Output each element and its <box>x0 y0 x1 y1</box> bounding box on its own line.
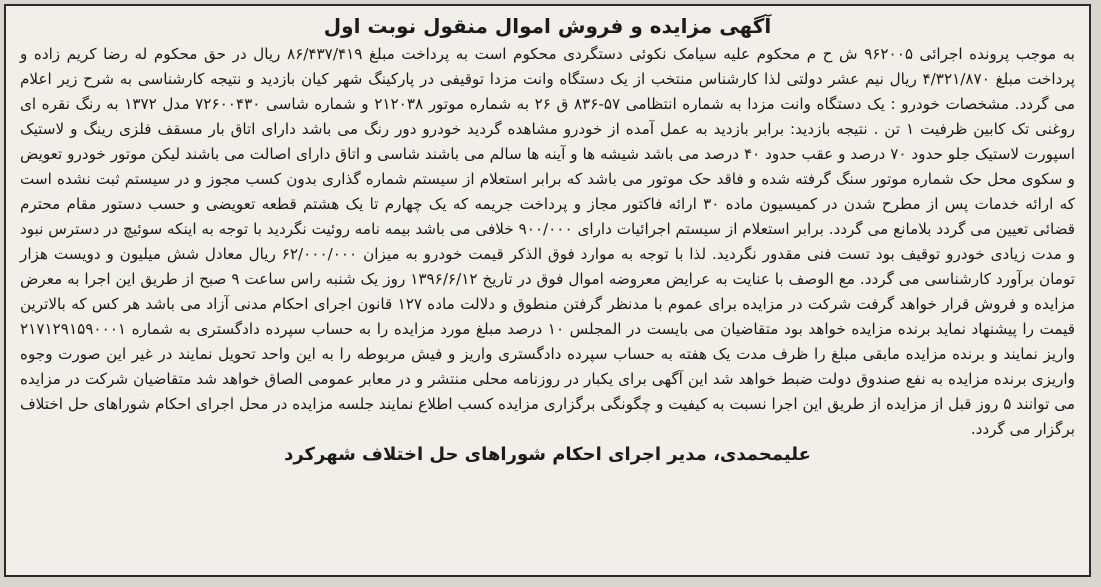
notice-signature: علیمحمدی، مدیر اجرای احکام شوراهای حل اختلاف شهرکرد <box>284 444 811 465</box>
notice-title: آگهی مزایده و فروش اموال منقول نوبت اول <box>323 14 772 38</box>
notice-clipping <box>4 4 1091 577</box>
notice-body: به موجب پرونده اجرائی ۹۶۲۰۰۵ ش ح م محکوم علیه سیامک نکوئی دستگردی محکوم است به پرداخت مبلغ ۸۶/۴۳۷/۴۱۹ ریال در حق محکوم له رضا کریم زاده و پرداخت مبلغ ۴/۳۲۱/۸۷۰ ریال نیم عشر دولتی لذا کارشناس منتخب از یک دستگاه وانت مزدا توقیفی در پارکینگ شهر کیان بازدید و نتیجه کارشناسی به شرح زیر اعلام می گردد. مشخصات خودرو : یک دستگاه وانت مزدا به شماره انتظامی ۵۷-۸۳۶ ق ۲۶ به شماره موتور ۲۱۲۰۳۸ و شماره شاسی ۷۲۶۰۰۴۳۰ مدل ۱۳۷۲ به رنگ نقره ای روغنی تک کابین ظرفیت ۱ تن . نتیجه بازدید: برابر بازدید به عمل آمده از خودرو مشاهده گردید خودرو دور رنگ می باشد دارای اتاق بار مسقف فلزی رینگ و لاستیک اسپورت لاستیک جلو حدود ۷۰ درصد و عقب حدود ۴۰ درصد می باشد شیشه ها و آینه ها سالم می باشند شاسی و اتاق دارای اصالت می باشند لیکن موتور خودرو تعویض و سکوی محل حک شماره موتور سنگ گرفته شده و فاقد حک موتور می باشد که برابر استعلام از سیستم شماره گذاری بدون کسب مجوز و در سیستم ثبت نشده است که ارائه خدمات پس از مطرح شدن در کمیسیون ماده ۳۰ ارائه فاکتور مجاز و پرداخت جریمه که یک چهارم تا یک هشتم قطعه تعویضی و حسب دستور مقام محترم قضائی تعیین می گردد بلامانع می گردد. برابر استعلام از سیستم اجرائیات دارای ۹۰۰/۰۰۰ خلافی می باشد بیمه نامه روئیت نگردید با توجه به اینکه سوئیچ در دسترس نبود و مدت زیادی خودرو توقیف بود تست فنی مقدور نگردید. لذا با توجه به موارد فوق الذکر قیمت خودرو به میزان ۶۲/۰۰۰/۰۰۰ ریال معادل شش میلیون و دویست هزار تومان برآورد کارشناسی می گردد. مع الوصف با عنایت به عرایض معروضه اموال فوق در تاریخ ۱۳۹۶/۶/۱۲ روز یک شنبه راس ساعت ۹ صبح از طریق این اجرا به معرض مزایده و فروش قرار خواهد گرفت شرکت در مزایده برای عموم با مدنظر گرفتن منطوق و دلالت ماده ۱۲۷ قانون اجرای احکام مدنی آزاد می باشد هر کس که بالاترین قیمت را پیشنهاد نماید برنده مزایده خواهد بود متقاضیان می بایست در المجلس ۱۰ درصد مبلغ مورد مزایده را به حساب سپرده دادگستری به شماره ۲۱۷۱۲۹۱۵۹۰۰۰۱ واریز نمایند و برنده مزایده مابقی مبلغ را ظرف مدت یک هفته به حساب سپرده دادگستری واریز و فیش مربوطه را به این واحد تحویل نمایند در غیر این صورت وجوه واریزی برنده مزایده به نفع صندوق دولت ضبط خواهد شد این آگهی برای یکبار در روزنامه محلی منتشر و در معابر عمومی الصاق خواهد شد متقاضیان شرکت در مزایده می توانند ۵ روز قبل از مزایده از طریق این اجرا نسبت به کیفیت و چگونگی برگزاری مزایده کسب اطلاع نمایند جلسه مزایده در محل اجرای احکام شوراهای حل اختلاف برگزار می گردد. <box>20 45 1076 438</box>
